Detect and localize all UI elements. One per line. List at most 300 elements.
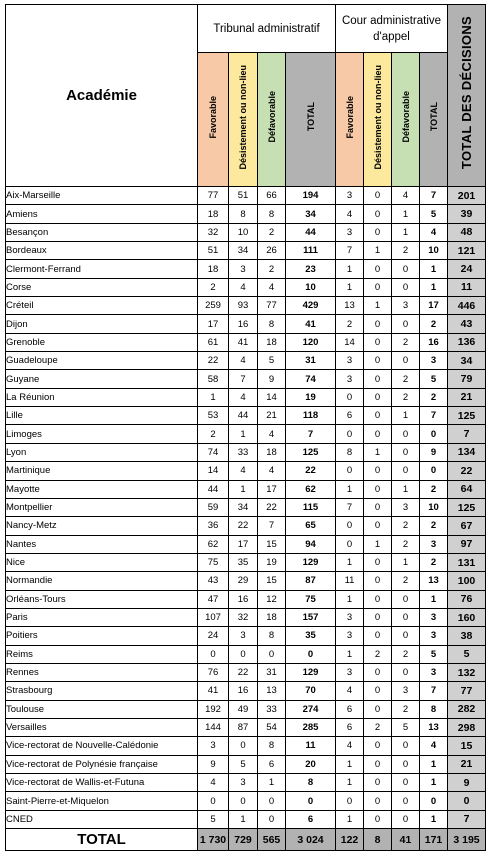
- value-cell: 1: [336, 553, 364, 571]
- row-total-cell: 7: [420, 407, 448, 425]
- caa-desistement-header: Désistement ou non-lieu: [364, 53, 392, 187]
- row-total-cell: 7: [420, 682, 448, 700]
- value-cell: 4: [229, 278, 258, 296]
- value-cell: 0: [364, 755, 392, 773]
- total-cell: 1 730: [198, 829, 229, 851]
- value-cell: 3: [392, 682, 420, 700]
- total-cell: 3 195: [448, 829, 486, 851]
- value-cell: 6: [258, 755, 286, 773]
- value-cell: 76: [198, 663, 229, 681]
- value-cell: 29: [229, 572, 258, 590]
- value-cell: 2: [392, 242, 420, 260]
- grand-total-cell: 24: [448, 260, 486, 278]
- value-cell: 2: [198, 425, 229, 443]
- value-cell: 0: [392, 462, 420, 480]
- value-cell: 0: [364, 223, 392, 241]
- row-total-cell: 3: [420, 608, 448, 626]
- value-cell: 8: [258, 737, 286, 755]
- value-cell: 1: [364, 443, 392, 461]
- value-cell: 0: [392, 737, 420, 755]
- value-cell: 0: [364, 352, 392, 370]
- value-cell: 0: [364, 388, 392, 406]
- value-cell: 0: [336, 517, 364, 535]
- value-cell: 53: [198, 407, 229, 425]
- value-cell: 9: [198, 755, 229, 773]
- value-cell: 12: [258, 590, 286, 608]
- value-cell: 3: [392, 297, 420, 315]
- row-total-cell: 6: [286, 810, 336, 828]
- row-total-cell: 10: [420, 242, 448, 260]
- value-cell: 2: [258, 260, 286, 278]
- value-cell: 14: [336, 333, 364, 351]
- value-cell: 3: [336, 223, 364, 241]
- academie-name: Grenoble: [6, 333, 198, 351]
- value-cell: 3: [229, 627, 258, 645]
- grand-total-cell: 67: [448, 517, 486, 535]
- grand-total-cell: 64: [448, 480, 486, 498]
- row-total-cell: 11: [286, 737, 336, 755]
- value-cell: 5: [258, 352, 286, 370]
- value-cell: 1: [229, 425, 258, 443]
- row-total-cell: 16: [420, 333, 448, 351]
- value-cell: 15: [258, 572, 286, 590]
- academie-name: Rennes: [6, 663, 198, 681]
- value-cell: 1: [336, 755, 364, 773]
- row-total-cell: 70: [286, 682, 336, 700]
- row-total-cell: 1: [420, 755, 448, 773]
- row-total-cell: 129: [286, 663, 336, 681]
- row-total-cell: 194: [286, 187, 336, 205]
- grand-total-cell: 97: [448, 535, 486, 553]
- value-cell: 41: [198, 682, 229, 700]
- value-cell: 3: [336, 352, 364, 370]
- grand-total-cell: 38: [448, 627, 486, 645]
- value-cell: 0: [364, 425, 392, 443]
- row-total-cell: 3: [420, 627, 448, 645]
- value-cell: 0: [258, 645, 286, 663]
- value-cell: 13: [258, 682, 286, 700]
- value-cell: 21: [258, 407, 286, 425]
- value-cell: 2: [364, 718, 392, 736]
- value-cell: 0: [364, 700, 392, 718]
- row-total-cell: 111: [286, 242, 336, 260]
- value-cell: 192: [198, 700, 229, 718]
- academie-name: Montpellier: [6, 498, 198, 516]
- table-row: [6, 498, 486, 516]
- value-cell: 2: [392, 388, 420, 406]
- table-row: [6, 553, 486, 571]
- value-cell: 0: [364, 315, 392, 333]
- value-cell: 0: [364, 682, 392, 700]
- value-cell: 0: [392, 278, 420, 296]
- grand-total-cell: 77: [448, 682, 486, 700]
- row-total-cell: 44: [286, 223, 336, 241]
- value-cell: 33: [258, 700, 286, 718]
- value-cell: 22: [198, 352, 229, 370]
- value-cell: 77: [198, 187, 229, 205]
- value-cell: 0: [258, 810, 286, 828]
- value-cell: 1: [392, 205, 420, 223]
- total-label: TOTAL: [6, 829, 198, 851]
- row-total-cell: 1: [420, 278, 448, 296]
- grand-total-cell: 79: [448, 370, 486, 388]
- grand-total-cell: 9: [448, 774, 486, 792]
- value-cell: 3: [392, 498, 420, 516]
- table-row: [6, 278, 486, 296]
- value-cell: 0: [392, 443, 420, 461]
- academie-name: Toulouse: [6, 700, 198, 718]
- row-total-cell: 2: [420, 517, 448, 535]
- row-total-cell: 31: [286, 352, 336, 370]
- table-row: [6, 260, 486, 278]
- table-row: [6, 187, 486, 205]
- value-cell: 0: [392, 663, 420, 681]
- table-row: [6, 443, 486, 461]
- value-cell: 1: [392, 553, 420, 571]
- value-cell: 7: [336, 242, 364, 260]
- value-cell: 51: [198, 242, 229, 260]
- total-row: [6, 829, 486, 851]
- value-cell: 2: [392, 535, 420, 553]
- row-total-cell: 157: [286, 608, 336, 626]
- grand-total-cell: 11: [448, 278, 486, 296]
- grand-total-cell: 0: [448, 792, 486, 810]
- row-total-cell: 23: [286, 260, 336, 278]
- academie-name: Guadeloupe: [6, 352, 198, 370]
- table-row: [6, 663, 486, 681]
- value-cell: 16: [229, 590, 258, 608]
- value-cell: 6: [336, 718, 364, 736]
- value-cell: 1: [336, 774, 364, 792]
- row-total-cell: 118: [286, 407, 336, 425]
- value-cell: 24: [198, 627, 229, 645]
- table-row: [6, 242, 486, 260]
- academie-name: La Réunion: [6, 388, 198, 406]
- row-total-cell: 0: [420, 425, 448, 443]
- value-cell: 0: [364, 187, 392, 205]
- academie-name: Vice-rectorat de Wallis-et-Futuna: [6, 774, 198, 792]
- academie-name: Clermont-Ferrand: [6, 260, 198, 278]
- value-cell: 75: [198, 553, 229, 571]
- caa-defavorable-header: Défavorable: [392, 53, 420, 187]
- value-cell: 87: [229, 718, 258, 736]
- academie-name: Poitiers: [6, 627, 198, 645]
- value-cell: 3: [336, 370, 364, 388]
- value-cell: 0: [364, 333, 392, 351]
- value-cell: 17: [229, 535, 258, 553]
- value-cell: 9: [258, 370, 286, 388]
- table-row: [6, 370, 486, 388]
- table-row: [6, 774, 486, 792]
- grand-total-cell: 446: [448, 297, 486, 315]
- row-total-cell: 3: [420, 352, 448, 370]
- row-total-cell: 75: [286, 590, 336, 608]
- value-cell: 8: [336, 443, 364, 461]
- grand-total-cell: 76: [448, 590, 486, 608]
- academie-name: Créteil: [6, 297, 198, 315]
- row-total-cell: 3: [420, 663, 448, 681]
- value-cell: 4: [229, 462, 258, 480]
- academie-name: Paris: [6, 608, 198, 626]
- value-cell: 1: [364, 242, 392, 260]
- value-cell: 18: [258, 608, 286, 626]
- academie-name: Vice-rectorat de Polynésie française: [6, 755, 198, 773]
- value-cell: 3: [336, 187, 364, 205]
- value-cell: 1: [364, 535, 392, 553]
- value-cell: 1: [392, 407, 420, 425]
- academie-name: Aix-Marseille: [6, 187, 198, 205]
- table-row: [6, 792, 486, 810]
- total-cell: 8: [364, 829, 392, 851]
- value-cell: 0: [392, 755, 420, 773]
- value-cell: 0: [364, 205, 392, 223]
- table-row: [6, 388, 486, 406]
- value-cell: 3: [229, 774, 258, 792]
- total-decisions-header: [448, 5, 486, 187]
- row-total-cell: 17: [420, 297, 448, 315]
- row-total-cell: 4: [420, 223, 448, 241]
- value-cell: 4: [258, 425, 286, 443]
- table-row: [6, 297, 486, 315]
- row-total-cell: 1: [420, 810, 448, 828]
- table-row: [6, 462, 486, 480]
- table-row: [6, 700, 486, 718]
- table-row: [6, 590, 486, 608]
- academie-name: Nice: [6, 553, 198, 571]
- row-total-cell: 94: [286, 535, 336, 553]
- value-cell: 5: [229, 755, 258, 773]
- value-cell: 22: [229, 517, 258, 535]
- value-cell: 0: [364, 517, 392, 535]
- table-row: [6, 627, 486, 645]
- table-row: [6, 352, 486, 370]
- value-cell: 1: [336, 645, 364, 663]
- academie-name: Saint-Pierre-et-Miquelon: [6, 792, 198, 810]
- grand-total-cell: 39: [448, 205, 486, 223]
- value-cell: 19: [258, 553, 286, 571]
- grand-total-cell: 125: [448, 407, 486, 425]
- table-row: [6, 682, 486, 700]
- grand-total-cell: 134: [448, 443, 486, 461]
- value-cell: 7: [336, 498, 364, 516]
- row-total-cell: 129: [286, 553, 336, 571]
- academie-header: Académie: [6, 5, 198, 187]
- academie-name: Martinique: [6, 462, 198, 480]
- table-row: [6, 810, 486, 828]
- value-cell: 47: [198, 590, 229, 608]
- value-cell: 6: [336, 700, 364, 718]
- value-cell: 51: [229, 187, 258, 205]
- value-cell: 0: [336, 535, 364, 553]
- value-cell: 2: [392, 370, 420, 388]
- value-cell: 5: [198, 810, 229, 828]
- value-cell: 11: [336, 572, 364, 590]
- academie-name: Bordeaux: [6, 242, 198, 260]
- value-cell: 41: [229, 333, 258, 351]
- value-cell: 0: [198, 792, 229, 810]
- table-row: [6, 480, 486, 498]
- row-total-cell: 35: [286, 627, 336, 645]
- value-cell: 1: [336, 810, 364, 828]
- value-cell: 0: [336, 388, 364, 406]
- value-cell: 0: [364, 572, 392, 590]
- row-total-cell: 5: [420, 205, 448, 223]
- table-row: [6, 205, 486, 223]
- grand-total-cell: 125: [448, 498, 486, 516]
- value-cell: 16: [229, 682, 258, 700]
- row-total-cell: 1: [420, 260, 448, 278]
- value-cell: 4: [198, 774, 229, 792]
- row-total-cell: 1: [420, 774, 448, 792]
- value-cell: 0: [336, 792, 364, 810]
- academie-name: Amiens: [6, 205, 198, 223]
- value-cell: 8: [258, 315, 286, 333]
- value-cell: 4: [336, 682, 364, 700]
- value-cell: 18: [258, 443, 286, 461]
- value-cell: 0: [392, 792, 420, 810]
- value-cell: 0: [364, 792, 392, 810]
- value-cell: 0: [229, 792, 258, 810]
- value-cell: 10: [229, 223, 258, 241]
- grand-total-cell: 48: [448, 223, 486, 241]
- grand-total-cell: 132: [448, 663, 486, 681]
- total-decisions-label: TOTAL DES DÉCISIONS: [458, 16, 474, 170]
- value-cell: 0: [364, 370, 392, 388]
- table-row: [6, 572, 486, 590]
- value-cell: 0: [364, 407, 392, 425]
- ta-defavorable-header: Défavorable: [258, 53, 286, 187]
- row-total-cell: 0: [286, 792, 336, 810]
- value-cell: 2: [336, 315, 364, 333]
- value-cell: 0: [364, 498, 392, 516]
- value-cell: 3: [336, 608, 364, 626]
- value-cell: 0: [336, 425, 364, 443]
- academie-name: Nantes: [6, 535, 198, 553]
- value-cell: 1: [336, 480, 364, 498]
- row-total-cell: 19: [286, 388, 336, 406]
- row-total-cell: 429: [286, 297, 336, 315]
- academie-name: Corse: [6, 278, 198, 296]
- value-cell: 3: [198, 737, 229, 755]
- value-cell: 44: [198, 480, 229, 498]
- value-cell: 0: [364, 590, 392, 608]
- table-row: [6, 755, 486, 773]
- value-cell: 3: [336, 663, 364, 681]
- value-cell: 0: [392, 774, 420, 792]
- academie-name: Lille: [6, 407, 198, 425]
- grand-total-cell: 298: [448, 718, 486, 736]
- value-cell: 35: [229, 553, 258, 571]
- total-cell: 565: [258, 829, 286, 851]
- grand-total-cell: 136: [448, 333, 486, 351]
- value-cell: 22: [258, 498, 286, 516]
- value-cell: 1: [198, 388, 229, 406]
- value-cell: 18: [258, 333, 286, 351]
- value-cell: 54: [258, 718, 286, 736]
- value-cell: 59: [198, 498, 229, 516]
- value-cell: 0: [364, 663, 392, 681]
- value-cell: 0: [198, 645, 229, 663]
- row-total-cell: 13: [420, 718, 448, 736]
- value-cell: 2: [198, 278, 229, 296]
- grand-total-cell: 121: [448, 242, 486, 260]
- row-total-cell: 8: [420, 700, 448, 718]
- value-cell: 8: [229, 205, 258, 223]
- ta-desistement-header: Désistement ou non-lieu: [229, 53, 258, 187]
- value-cell: 18: [198, 205, 229, 223]
- value-cell: 15: [258, 535, 286, 553]
- value-cell: 0: [364, 608, 392, 626]
- ta-total-header: TOTAL: [286, 53, 336, 187]
- row-total-cell: 13: [420, 572, 448, 590]
- value-cell: 4: [336, 205, 364, 223]
- value-cell: 0: [364, 810, 392, 828]
- value-cell: 17: [258, 480, 286, 498]
- value-cell: 22: [229, 663, 258, 681]
- row-total-cell: 5: [420, 370, 448, 388]
- value-cell: 3: [336, 627, 364, 645]
- row-total-cell: 10: [286, 278, 336, 296]
- academie-name: Vice-rectorat de Nouvelle-Calédonie: [6, 737, 198, 755]
- value-cell: 2: [364, 645, 392, 663]
- value-cell: 4: [336, 737, 364, 755]
- grand-total-cell: 34: [448, 352, 486, 370]
- value-cell: 1: [336, 590, 364, 608]
- value-cell: 26: [258, 242, 286, 260]
- row-total-cell: 62: [286, 480, 336, 498]
- value-cell: 66: [258, 187, 286, 205]
- value-cell: 0: [364, 480, 392, 498]
- total-cell: 122: [336, 829, 364, 851]
- value-cell: 0: [364, 462, 392, 480]
- value-cell: 2: [392, 517, 420, 535]
- value-cell: 0: [336, 462, 364, 480]
- value-cell: 4: [392, 187, 420, 205]
- row-total-cell: 2: [420, 388, 448, 406]
- value-cell: 2: [392, 645, 420, 663]
- row-total-cell: 22: [286, 462, 336, 480]
- grand-total-cell: 43: [448, 315, 486, 333]
- value-cell: 1: [392, 223, 420, 241]
- value-cell: 1: [258, 774, 286, 792]
- grand-total-cell: 21: [448, 388, 486, 406]
- table-row: [6, 333, 486, 351]
- value-cell: 32: [229, 608, 258, 626]
- row-total-cell: 20: [286, 755, 336, 773]
- value-cell: 1: [336, 260, 364, 278]
- grand-total-cell: 131: [448, 553, 486, 571]
- ta-favorable-header: Favorable: [198, 53, 229, 187]
- value-cell: 62: [198, 535, 229, 553]
- value-cell: 1: [336, 278, 364, 296]
- value-cell: 0: [364, 737, 392, 755]
- row-total-cell: 7: [286, 425, 336, 443]
- table-row: [6, 608, 486, 626]
- academie-name: Mayotte: [6, 480, 198, 498]
- grand-total-cell: 160: [448, 608, 486, 626]
- value-cell: 0: [392, 260, 420, 278]
- table-row: [6, 645, 486, 663]
- row-total-cell: 2: [420, 480, 448, 498]
- value-cell: 144: [198, 718, 229, 736]
- table-row: [6, 407, 486, 425]
- value-cell: 1: [392, 480, 420, 498]
- value-cell: 0: [392, 352, 420, 370]
- academie-name: Lyon: [6, 443, 198, 461]
- row-total-cell: 120: [286, 333, 336, 351]
- value-cell: 0: [364, 553, 392, 571]
- row-total-cell: 2: [420, 553, 448, 571]
